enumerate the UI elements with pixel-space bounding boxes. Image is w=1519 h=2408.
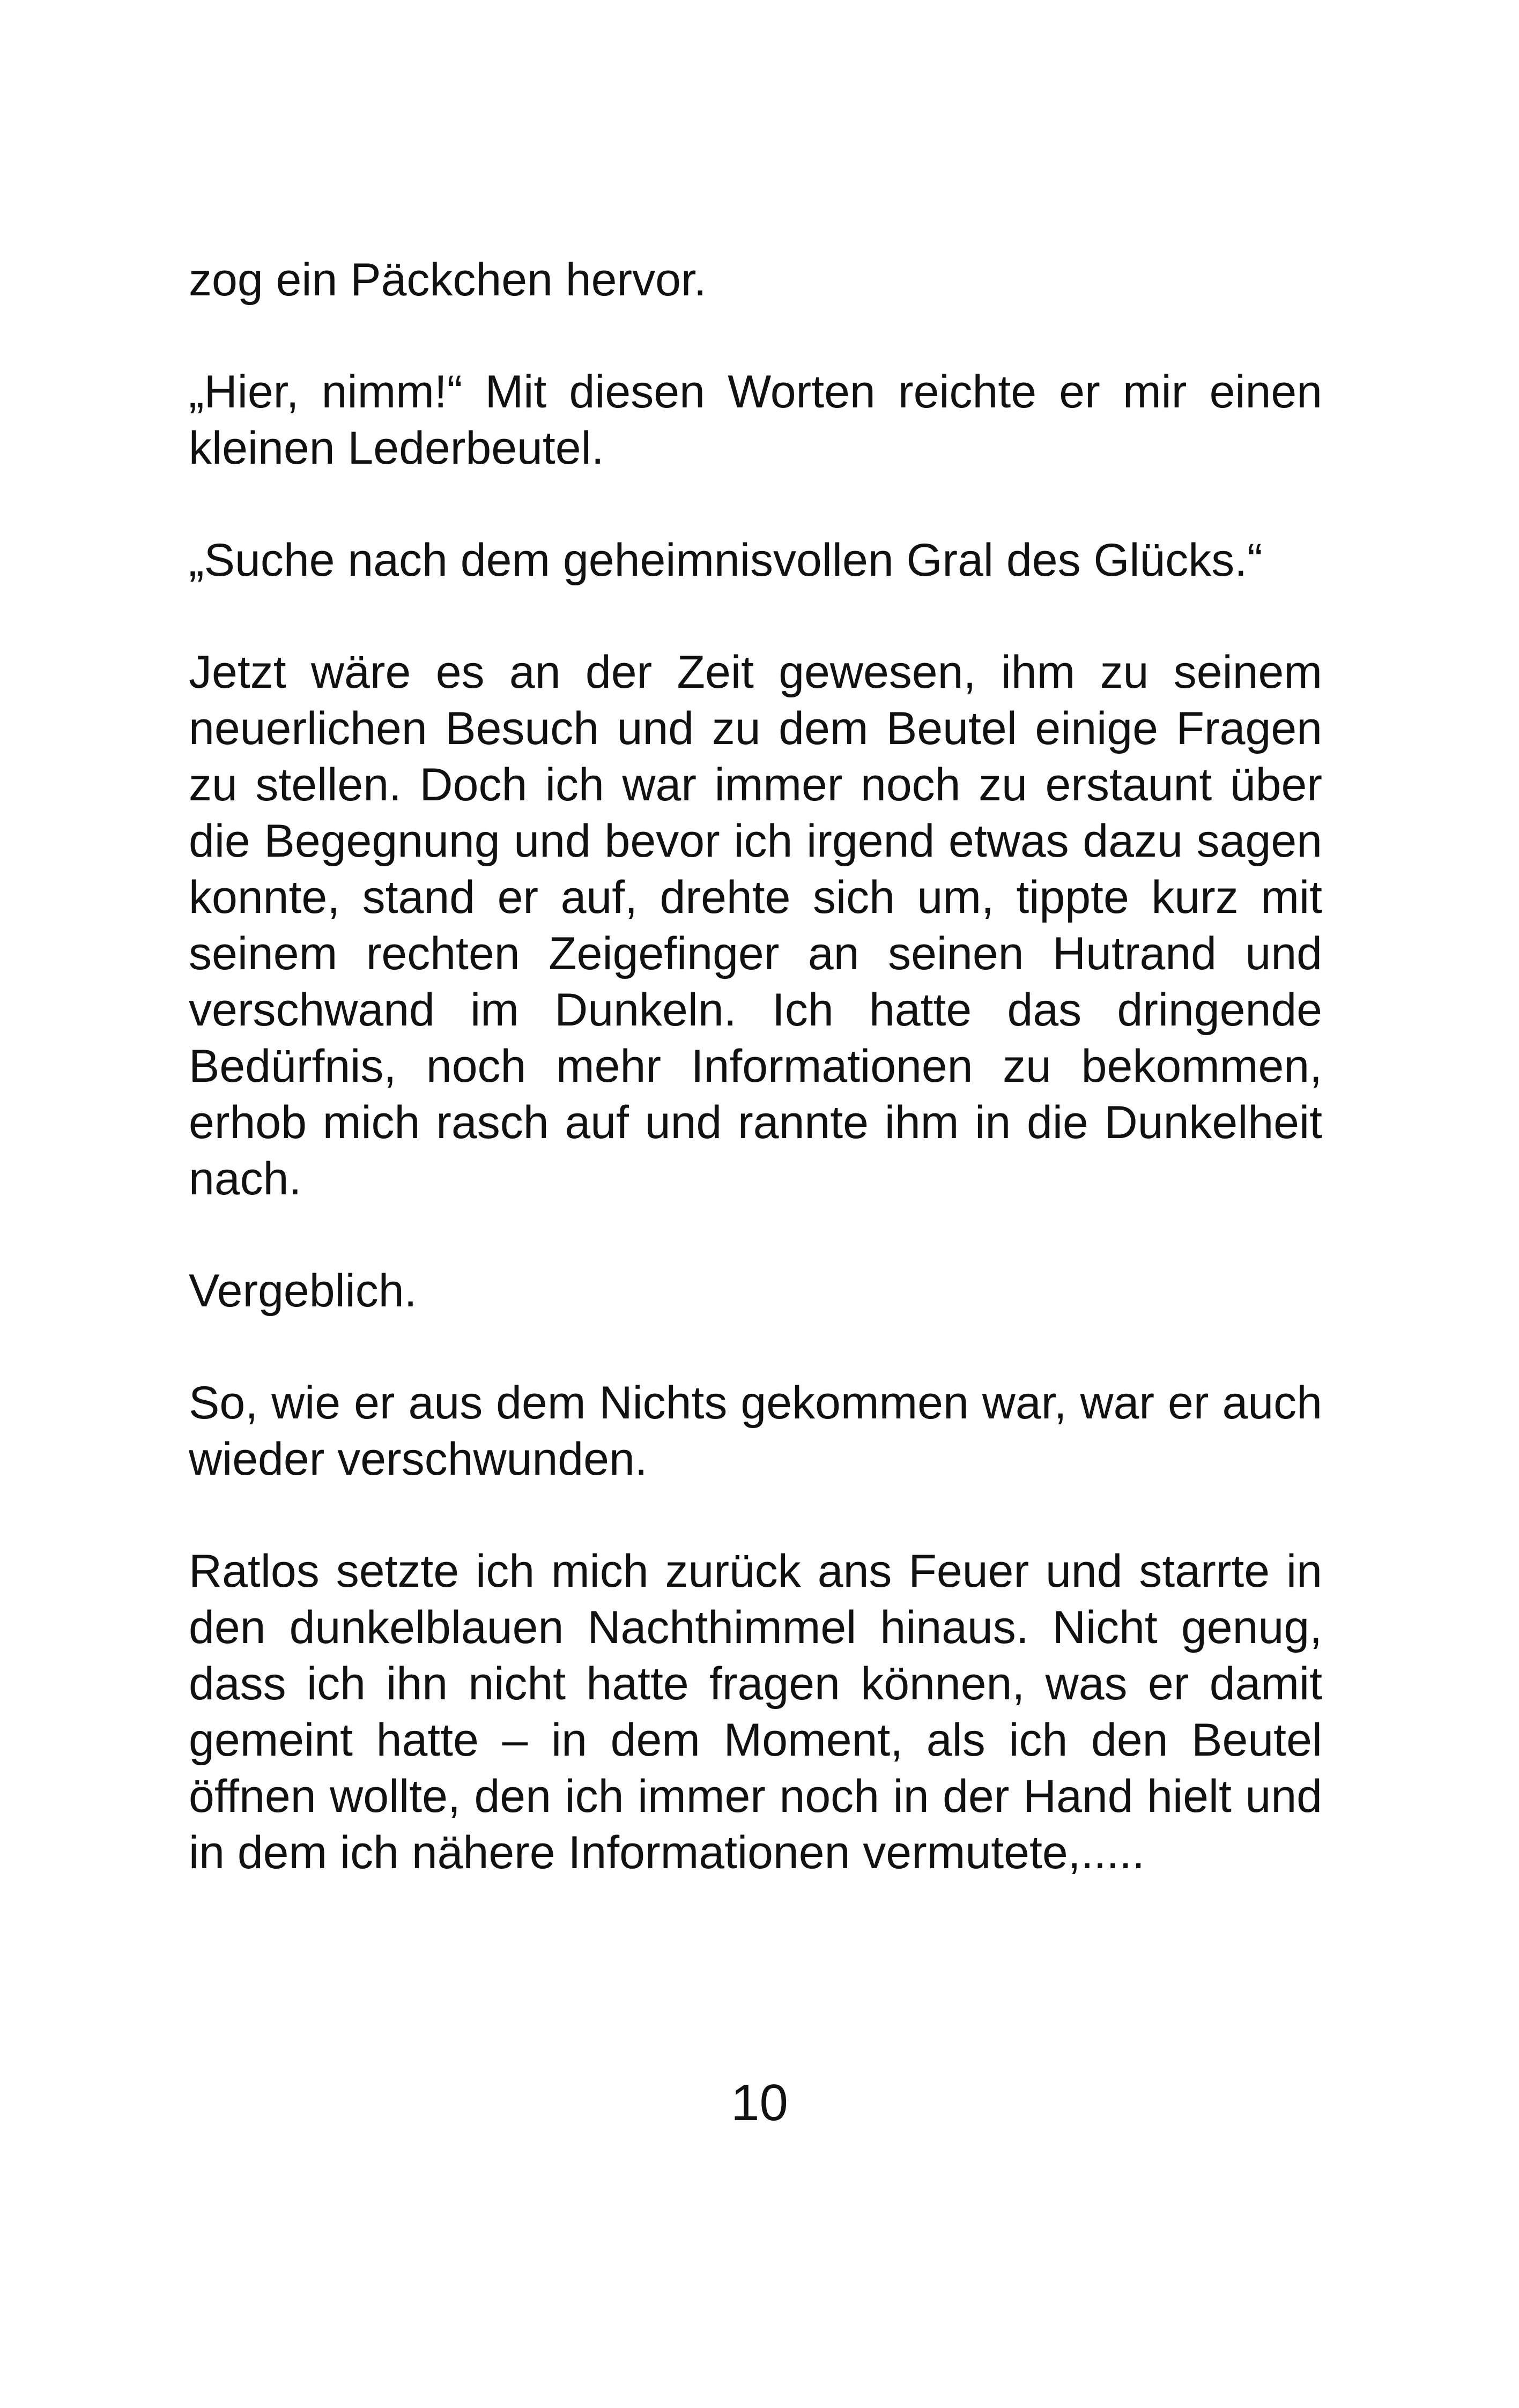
paragraph: So, wie er aus dem Nichts gekommen war, war er auch wieder verschwunden. <box>189 1377 1322 1485</box>
paragraph: Ratlos setzte ich mich zurück ans Feuer und starrte in den dunkelblauen Nachthimmel hinaus. Nicht genug, dass ich ihn nicht hatte fragen können, was er damit gemeint hatte – in dem Moment, als ich den Beutel öffnen wollte, den ich immer noch in der Hand hielt und in dem ich nähere Informationen vermutete,..... <box>189 1545 1322 1878</box>
paragraph: „Hier, nimm!“ Mit diesen Worten reichte er mir einen kleinen Lederbeutel. <box>189 366 1322 474</box>
body-text <box>189 252 1322 1937</box>
paragraph: Jetzt wäre es an der Zeit gewesen, ihm zu seinem neuerlichen Besuch und zu dem Beutel einige Fragen zu stellen. Doch ich war immer noch zu erstaunt über die Begegnung und bevor ich irgend etwas dazu sagen konnte, stand er auf, drehte sich um, tippte kurz mit seinem rechten Zeigefinger an seinen Hutrand und verschwand im Dunkeln. Ich hatte das dringende Bedürfnis, noch mehr Informationen zu bekommen, erhob mich rasch auf und rannte ihm in die Dunkelheit nach. <box>189 646 1322 1205</box>
paragraph: „Suche nach dem geheimnisvollen Gral des Glücks.“ <box>189 534 1263 586</box>
page-number: 10 <box>731 2074 788 2131</box>
paragraph: zog ein Päckchen hervor. <box>189 254 707 306</box>
paragraph: Vergeblich. <box>189 1265 417 1317</box>
